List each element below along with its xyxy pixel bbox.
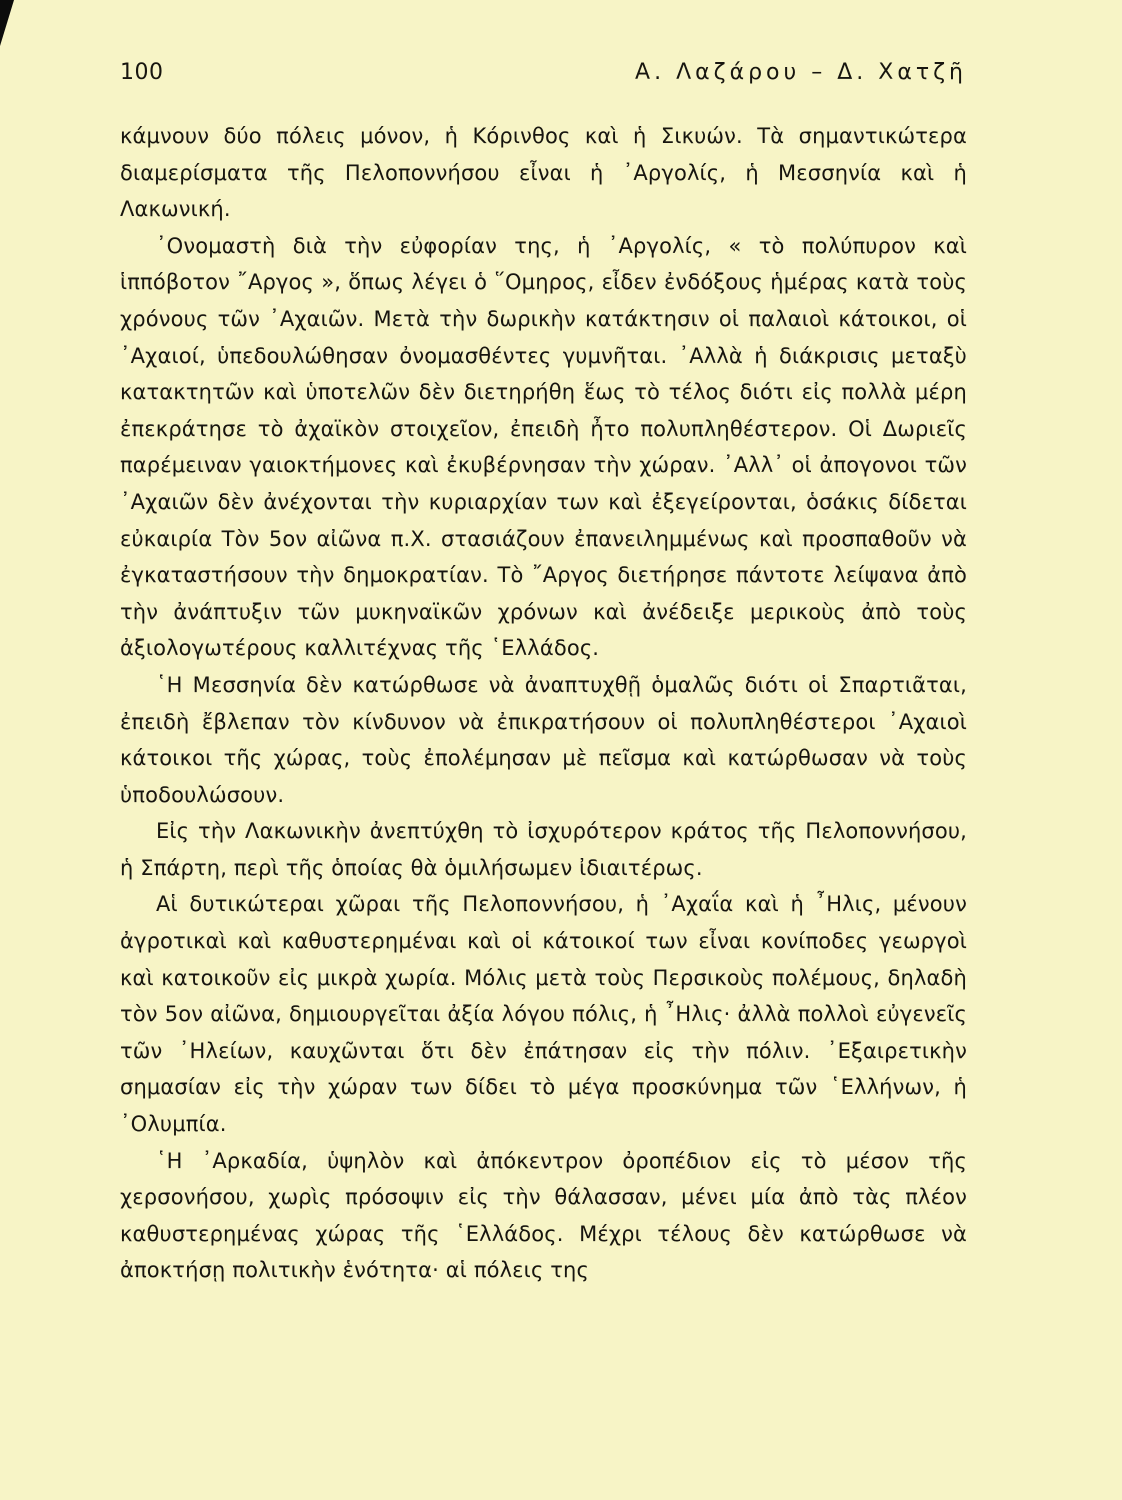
paragraph-2: ᾿Ονομαστὴ διὰ τὴν εὐφορίαν της, ἡ ᾿Αργολίς, « τὸ πολύπυρον καὶ ἱππόβοτον ῎Αργος », ὅπως λέγει ὁ ῞Ομηρος, εἶδεν ἐνδόξους ἡμέρας κατὰ τοὺς χρόνους τῶν ᾿Αχαιῶν. Μετὰ τὴν δωρικὴν κατάκτησιν οἱ παλαιοὶ κάτοικοι, οἱ ᾿Αχαιοί, ὑπεδουλώθησαν ὀνομασθέντες γυμνῆται. ᾿Αλλὰ ἡ διάκρισις μεταξὺ κατακτητῶν καὶ ὑποτελῶν δὲν διετηρήθη ἕως τὸ τέλος διότι εἰς πολλὰ μέρη ἐπεκράτησε τὸ ἀχαϊκὸν στοιχεῖον, ἐπειδὴ ἦτο πολυπληθέστερον. Οἱ Δωριεῖς παρέμειναν γαιοκτήμονες καὶ ἐκυβέρνησαν τὴν χώραν. ᾿Αλλ᾿ οἱ ἀπογονοι τῶν ᾿Αχαιῶν δὲν ἀνέχονται τὴν κυριαρχίαν των καὶ ἐξεγείρονται, ὁσάκις δίδεται εὐκαιρία Τὸν 5ον αἰῶνα π.Χ. στασιάζουν ἐπανειλημμένως καὶ προσπαθοῦν νὰ ἐγκαταστήσουν τὴν δημοκρατίαν. Τὸ ῎Αργος διετήρησε πάντοτε λείψανα ἀπὸ τὴν ἀνάπτυξιν τῶν μυκηναϊκῶν χρόνων καὶ ἀνέδειξε μερικοὺς ἀπὸ τοὺς ἀξιολογωτέρους καλλιτέχνας τῆς ῾Ελλάδος. <box>120 233 967 661</box>
paragraph-6: ῾Η ᾿Αρκαδία, ὑψηλὸν καὶ ἀπόκεντρον ὀροπέδιον εἰς τὸ μέσον τῆς χερσονήσου, χωρὶς πρόσοψιν εἰς τὴν θάλασσαν, μένει μία ἀπὸ τὰς πλέον καθυστερημένας χώρας τῆς ῾Ελλάδος. Μέχρι τέλους δὲν κατώρθωσε νὰ ἀποκτήσῃ πολιτικὴν ἑνότητα· αἱ πόλεις της <box>120 1148 967 1283</box>
page-number: 100 <box>120 60 164 85</box>
running-title: Α. Λαζάρου – Δ. Χατζῆ <box>635 60 967 85</box>
paragraph-5: Αἱ δυτικώτεραι χῶραι τῆς Πελοποννήσου, ἡ ᾿Αχαΐα καὶ ἡ ῏Ηλις, μένουν ἀγροτικαὶ καὶ καθυστερημέναι καὶ οἱ κάτοικοί των εἶναι κονίποδες γεωργοὶ καὶ κατοικοῦν εἰς μικρὰ χωρία. Μόλις μετὰ τοὺς Περσικοὺς πολέμους, δηλαδὴ τὸν 5ον αἰῶνα, δημιουργεῖται ἀξία λόγου πόλις, ἡ ῏Ηλις· ἀλλὰ πολλοὶ εὐγενεῖς τῶν ᾿Ηλείων, καυχῶνται ὅτι δὲν ἐπάτησαν εἰς τὴν πόλιν. ᾿Εξαιρετικὴν σημασίαν εἰς τὴν χώραν των δίδει τὸ μέγα προσκύνημα τῶν ῾Ελλήνων, ἡ ᾿Ολυμπία. <box>120 892 967 1137</box>
paragraph-3: ῾Η Μεσσηνία δὲν κατώρθωσε νὰ ἀναπτυχθῇ ὁμαλῶς διότι οἱ Σπαρτιᾶται, ἐπειδὴ ἔβλεπαν τὸν κίνδυνον νὰ ἐπικρατήσουν οἱ πολυπληθέστεροι ᾿Αχαιοὶ κάτοικοι τῆς χώρας, τοὺς ἐπολέμησαν μὲ πεῖσμα καὶ κατώρθωσαν νὰ τοὺς ὑποδουλώσουν. <box>120 672 967 807</box>
body-text <box>120 118 967 1289</box>
paragraph-4: Εἰς τὴν Λακωνικὴν ἀνεπτύχθη τὸ ἰσχυρότερον κράτος τῆς Πελοποννήσου, ἡ Σπάρτη, περὶ τῆς ὁποίας θὰ ὁμιλήσωμεν ἰδιαιτέρως. <box>120 819 967 880</box>
page-corner-shadow <box>0 0 14 46</box>
page-header <box>120 56 967 92</box>
paragraph-1: κάμνουν δύο πόλεις μόνον, ἡ Κόρινθος καὶ ἡ Σικυών. Τὰ σημαντικώτερα διαμερίσματα τῆς Πελοποννήσου εἶναι ἡ ᾿Αργολίς, ἡ Μεσσηνία καὶ ἡ Λακωνική. <box>120 124 967 222</box>
